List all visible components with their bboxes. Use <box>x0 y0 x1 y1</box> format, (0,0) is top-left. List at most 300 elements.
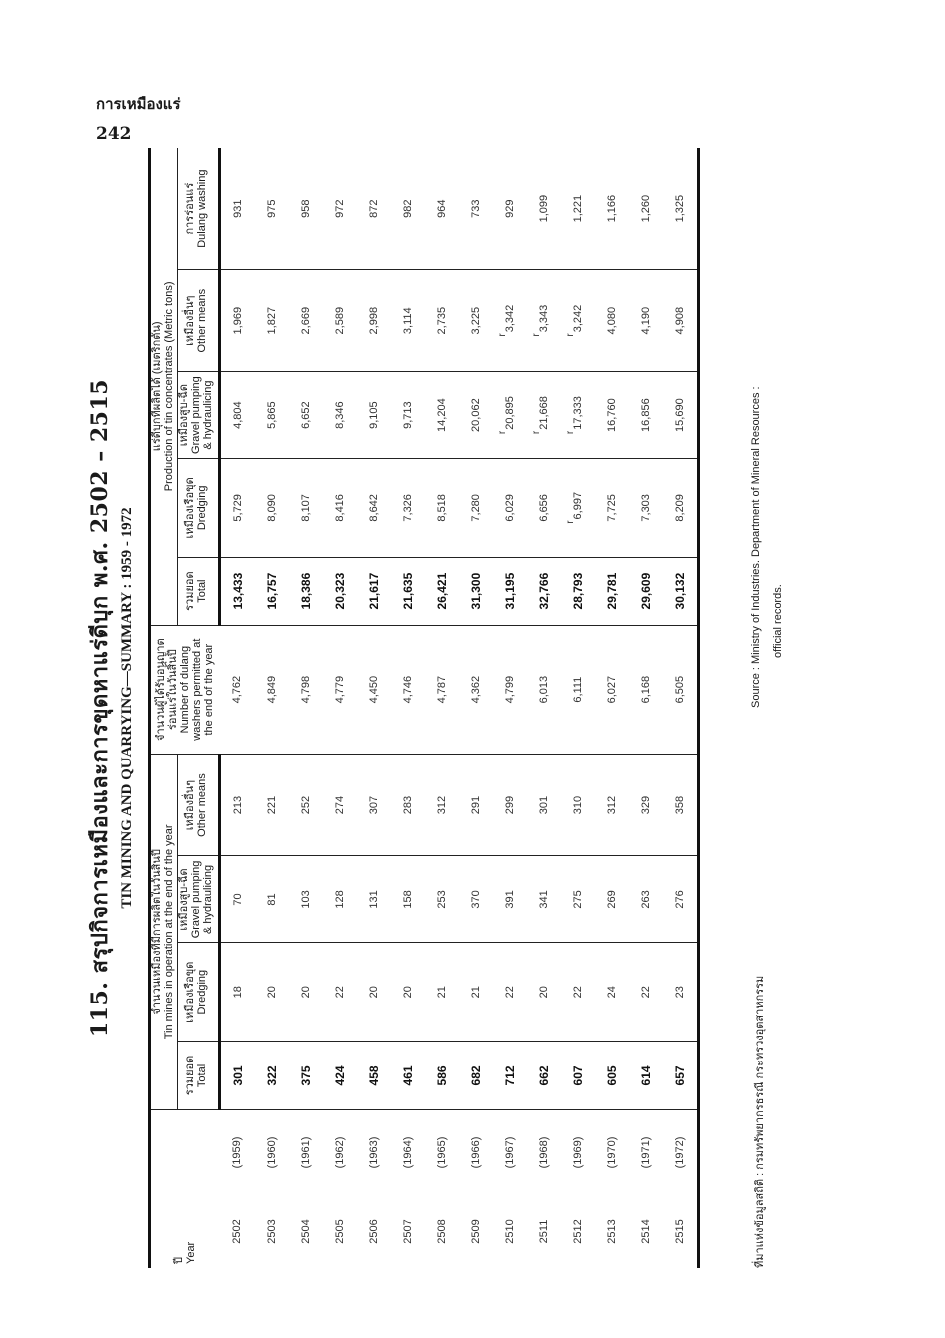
mines-total-header <box>178 1041 220 1109</box>
cell-value: 2508 <box>436 1219 448 1244</box>
cell-ce <box>391 1110 425 1195</box>
cell-value: 1,827 <box>266 306 278 335</box>
cell-p-gravel <box>425 372 459 459</box>
section-label: การเหมืองแร่ <box>96 95 181 113</box>
cell-value: 21 <box>436 986 448 999</box>
cell-value: 213 <box>232 795 244 815</box>
cell-p-total <box>323 557 357 625</box>
cell-value: 975 <box>266 199 278 218</box>
cell-value: 657 <box>673 1065 687 1086</box>
cell-value: 4,804 <box>232 401 244 429</box>
cell-value: 4,746 <box>402 675 414 704</box>
cell-p-total <box>459 557 493 625</box>
cell-ce <box>493 1110 527 1195</box>
cell-m-gravel <box>255 856 289 943</box>
prod-dredging-en: Dredging <box>196 485 208 531</box>
cell-m-gravel <box>493 856 527 943</box>
cell-washers <box>595 625 629 754</box>
cell-m-gravel <box>391 856 425 943</box>
prod-other-th: เหมืองอื่นๆ <box>184 295 196 346</box>
cell-value: 2503 <box>266 1219 278 1244</box>
cell-value: 31,300 <box>469 572 483 610</box>
cell-value: 221 <box>266 795 278 815</box>
cell-value: 2514 <box>640 1219 652 1244</box>
cell-ce <box>220 1110 256 1195</box>
cell-value: 20,323 <box>333 572 347 610</box>
cell-washers <box>323 625 357 754</box>
cell-value: 3,342 <box>504 304 516 333</box>
cell-m-total <box>323 1041 357 1109</box>
cell-value: 275 <box>572 890 584 909</box>
table-row <box>425 148 459 1268</box>
cell-value: 253 <box>436 890 448 909</box>
cell-p-other <box>595 270 629 372</box>
cell-value: 682 <box>469 1065 483 1086</box>
cell-value: 2505 <box>334 1219 346 1244</box>
cell-value: 16,757 <box>265 572 279 610</box>
cell-be <box>459 1195 493 1268</box>
mines-other-en: Other means <box>196 773 208 837</box>
cell-value: 2513 <box>606 1219 618 1244</box>
cell-p-gravel <box>493 372 527 459</box>
cell-value: 461 <box>401 1065 415 1086</box>
revised-mark: r <box>565 333 576 337</box>
cell-value: 929 <box>504 199 516 218</box>
cell-m-gravel <box>527 856 561 943</box>
cell-value: 3,343 <box>538 304 550 333</box>
cell-m-other <box>493 754 527 856</box>
table-row <box>629 148 663 1268</box>
cell-washers <box>255 625 289 754</box>
cell-value: 128 <box>334 890 346 909</box>
cell-p-gravel <box>220 372 256 459</box>
cell-p-dredging <box>561 459 595 557</box>
cell-value: 8,346 <box>334 401 346 429</box>
cell-value: (1963) <box>368 1136 380 1169</box>
cell-value: 2510 <box>504 1219 516 1244</box>
page-header <box>96 92 181 144</box>
cell-p-dulang <box>391 148 425 270</box>
mines-total-en: Total <box>196 1063 208 1088</box>
cell-m-gravel <box>561 856 595 943</box>
cell-value: 20,062 <box>470 398 482 432</box>
mines-gravel-en: Gravel pumping & hydraulicing <box>190 860 214 939</box>
cell-value: 274 <box>334 795 346 815</box>
cell-value: 17,333 <box>572 396 584 430</box>
cell-m-dredging <box>220 943 256 1041</box>
cell-value: 6,505 <box>674 675 686 704</box>
cell-value: 4,908 <box>674 306 686 335</box>
cell-value: 2,589 <box>334 306 346 335</box>
cell-value: 4,762 <box>231 675 244 704</box>
cell-m-total <box>493 1041 527 1109</box>
table-row <box>663 148 699 1268</box>
cell-value: 2511 <box>538 1219 550 1244</box>
cell-ce <box>255 1110 289 1195</box>
cell-p-gravel <box>561 372 595 459</box>
cell-value: 21,668 <box>538 396 550 430</box>
cell-value: 291 <box>470 795 482 815</box>
cell-p-dulang <box>220 148 256 270</box>
cell-be <box>561 1195 595 1268</box>
prod-gravel-th: เหมืองสูบ-ฉีด <box>178 383 190 447</box>
cell-m-total <box>561 1041 595 1109</box>
cell-value: 30,132 <box>673 572 687 610</box>
cell-m-dredging <box>561 943 595 1041</box>
prod-gravel-header <box>178 372 220 459</box>
cell-m-total <box>527 1041 561 1109</box>
cell-ce <box>629 1110 663 1195</box>
cell-p-dulang <box>561 148 595 270</box>
cell-value: 4,787 <box>436 675 448 704</box>
cell-p-dulang <box>289 148 323 270</box>
cell-p-other <box>220 270 256 372</box>
cell-be <box>425 1195 459 1268</box>
cell-p-total <box>493 557 527 625</box>
cell-value: 20 <box>538 986 550 999</box>
cell-value: 614 <box>639 1065 653 1086</box>
cell-m-gravel <box>595 856 629 943</box>
cell-p-gravel <box>663 372 699 459</box>
cell-p-gravel <box>357 372 391 459</box>
cell-p-gravel <box>289 372 323 459</box>
cell-value: 322 <box>265 1065 279 1086</box>
cell-p-dulang <box>595 148 629 270</box>
revised-mark: r <box>531 430 542 435</box>
cell-value: 9,713 <box>402 401 414 429</box>
cell-value: 964 <box>436 199 448 218</box>
cell-value: (1972) <box>674 1136 686 1169</box>
cell-value: 20 <box>402 986 414 999</box>
source-english: Source : Ministry of Industries. Department of Mineral Resources : <box>750 386 762 708</box>
cell-p-other <box>391 270 425 372</box>
table-title <box>82 148 136 1268</box>
cell-m-total <box>391 1041 425 1109</box>
cell-value: (1970) <box>606 1136 618 1169</box>
cell-value: 1,325 <box>674 194 686 223</box>
cell-value: 21,635 <box>401 572 415 610</box>
cell-value: 23 <box>674 986 686 999</box>
cell-value: 5,729 <box>232 494 244 522</box>
cell-value: 1,969 <box>232 306 244 335</box>
table-row <box>255 148 289 1268</box>
cell-washers <box>561 625 595 754</box>
cell-m-other <box>425 754 459 856</box>
cell-value: 22 <box>640 986 652 999</box>
revised-mark: r <box>565 520 576 524</box>
year-header-th: ปี <box>173 1257 186 1264</box>
cell-value: 18 <box>232 986 244 999</box>
cell-m-total <box>629 1041 663 1109</box>
cell-value: 2512 <box>572 1219 584 1244</box>
prod-dredging-th: เหมืองเรือขุด <box>184 477 196 539</box>
cell-p-dredging <box>527 459 561 557</box>
cell-value: (1967) <box>504 1136 516 1169</box>
cell-value: 8,090 <box>266 494 278 522</box>
cell-p-dredging <box>323 459 357 557</box>
prod-dredging-header <box>178 459 220 557</box>
cell-value: 29,781 <box>605 572 619 610</box>
cell-p-dulang <box>255 148 289 270</box>
cell-value: 20 <box>368 986 380 999</box>
cell-m-other <box>459 754 493 856</box>
cell-value: 6,652 <box>300 401 312 429</box>
cell-value: 7,280 <box>470 494 482 522</box>
cell-be <box>220 1195 256 1268</box>
cell-washers <box>220 625 256 754</box>
cell-value: 7,725 <box>606 494 618 522</box>
cell-value: 2,998 <box>368 306 380 335</box>
cell-washers <box>391 625 425 754</box>
cell-p-dulang <box>357 148 391 270</box>
cell-value: 2506 <box>368 1219 380 1244</box>
cell-value: 16,856 <box>640 398 652 432</box>
cell-value: 2,669 <box>300 306 312 335</box>
mines-dredging-en: Dredging <box>196 969 208 1015</box>
cell-value: 9,105 <box>368 401 380 429</box>
cell-be <box>663 1195 699 1268</box>
cell-value: (1966) <box>470 1136 482 1169</box>
cell-p-dredging <box>289 459 323 557</box>
table-row <box>289 148 323 1268</box>
cell-value: 22 <box>334 986 346 999</box>
cell-m-other <box>595 754 629 856</box>
cell-value: 29,609 <box>639 572 653 610</box>
cell-value: (1965) <box>436 1136 448 1169</box>
cell-m-dredging <box>663 943 699 1041</box>
cell-value: 21,617 <box>367 572 381 610</box>
cell-value: 312 <box>436 795 448 815</box>
cell-value: (1971) <box>640 1136 652 1169</box>
cell-p-dredging <box>255 459 289 557</box>
washers-header <box>150 625 220 754</box>
cell-m-dredging <box>425 943 459 1041</box>
mines-dredging-th: เหมืองเรือขุด <box>184 961 196 1023</box>
cell-p-gravel <box>595 372 629 459</box>
cell-p-other <box>459 270 493 372</box>
cell-be <box>357 1195 391 1268</box>
cell-p-dulang <box>459 148 493 270</box>
cell-p-total <box>220 557 256 625</box>
cell-ce <box>425 1110 459 1195</box>
cell-p-total <box>391 557 425 625</box>
cell-m-total <box>289 1041 323 1109</box>
cell-p-total <box>357 557 391 625</box>
table-row <box>493 148 527 1268</box>
prod-group-en: Production of tin concentrates (Metric tons) <box>163 281 175 492</box>
mines-group-th: จำนวนเหมืองที่มีการผลิตในวันสิ้นปี <box>151 849 163 1015</box>
cell-p-total <box>595 557 629 625</box>
cell-washers <box>289 625 323 754</box>
cell-ce <box>663 1110 699 1195</box>
cell-p-total <box>527 557 561 625</box>
revised-mark: r <box>531 333 542 337</box>
cell-p-dredging <box>425 459 459 557</box>
cell-p-other <box>255 270 289 372</box>
cell-be <box>289 1195 323 1268</box>
cell-m-dredging <box>493 943 527 1041</box>
cell-be <box>323 1195 357 1268</box>
cell-value: 958 <box>300 199 312 218</box>
cell-value: 3,242 <box>572 304 584 333</box>
cell-value: 341 <box>538 890 550 909</box>
year-header-en: Year <box>185 1241 198 1264</box>
cell-value: (1960) <box>266 1136 278 1169</box>
cell-value: 310 <box>572 795 584 815</box>
cell-p-dredging <box>357 459 391 557</box>
cell-m-total <box>357 1041 391 1109</box>
table-row <box>357 148 391 1268</box>
cell-value: 301 <box>231 1065 245 1086</box>
table-row <box>527 148 561 1268</box>
cell-value: 329 <box>640 795 652 815</box>
cell-value: 20 <box>300 986 312 999</box>
cell-value: (1962) <box>334 1136 346 1169</box>
cell-p-dulang <box>425 148 459 270</box>
cell-value: 712 <box>503 1065 517 1086</box>
cell-value: 81 <box>266 893 278 906</box>
prod-total-en: Total <box>196 579 208 603</box>
table-row <box>561 148 595 1268</box>
cell-value: 263 <box>640 890 652 909</box>
cell-p-other <box>561 270 595 372</box>
cell-value: 2504 <box>300 1219 312 1244</box>
prod-dulang-header <box>178 148 220 270</box>
cell-value: 4,798 <box>300 675 312 704</box>
cell-value: 4,849 <box>266 675 278 704</box>
cell-value: 7,326 <box>402 494 414 522</box>
cell-value: 8,209 <box>674 494 686 522</box>
cell-ce <box>289 1110 323 1195</box>
cell-value: 276 <box>674 890 686 909</box>
cell-value: 2502 <box>231 1219 244 1244</box>
cell-value: 158 <box>402 890 414 909</box>
mines-other-th: เหมืองอื่นๆ <box>184 779 196 831</box>
cell-be <box>255 1195 289 1268</box>
cell-p-total <box>289 557 323 625</box>
cell-value: 13,433 <box>231 572 245 610</box>
cell-m-other <box>561 754 595 856</box>
year-header <box>150 1110 220 1269</box>
cell-value: 307 <box>368 795 380 815</box>
cell-value: 605 <box>605 1065 619 1086</box>
cell-value: 252 <box>300 795 312 815</box>
cell-p-gravel <box>391 372 425 459</box>
cell-value: 6,111 <box>572 676 584 703</box>
cell-m-other <box>255 754 289 856</box>
title-thai: 115. สรุปกิจการเหมืองและการขุดหาแร่ดีบุก พ.ศ. 2502 – 2515 <box>87 378 113 1038</box>
cell-m-other <box>323 754 357 856</box>
cell-m-gravel <box>289 856 323 943</box>
cell-p-total <box>629 557 663 625</box>
cell-value: 18,386 <box>299 572 313 610</box>
cell-p-dredging <box>459 459 493 557</box>
prod-gravel-en: Gravel pumping & hydraulicing <box>190 376 214 454</box>
cell-value: 391 <box>504 890 516 909</box>
cell-be <box>595 1195 629 1268</box>
cell-ce <box>595 1110 629 1195</box>
cell-p-total <box>561 557 595 625</box>
cell-value: 22 <box>572 986 584 999</box>
cell-m-gravel <box>629 856 663 943</box>
cell-value: 22 <box>504 986 516 999</box>
cell-m-total <box>425 1041 459 1109</box>
cell-m-other <box>220 754 256 856</box>
tin-mining-table <box>148 148 700 1268</box>
cell-value: 982 <box>402 199 414 218</box>
cell-value: 26,421 <box>435 572 449 610</box>
cell-value: 312 <box>606 795 618 815</box>
cell-value: 6,168 <box>640 675 652 704</box>
cell-m-dredging <box>527 943 561 1041</box>
cell-m-gravel <box>663 856 699 943</box>
cell-value: 662 <box>537 1065 551 1086</box>
cell-value: 358 <box>674 795 686 815</box>
cell-value: 2509 <box>470 1219 482 1244</box>
cell-m-dredging <box>595 943 629 1041</box>
cell-value: (1968) <box>538 1136 550 1169</box>
cell-value: 2515 <box>674 1219 686 1244</box>
cell-m-dredging <box>459 943 493 1041</box>
cell-value: 1,221 <box>572 194 584 223</box>
cell-be <box>629 1195 663 1268</box>
prod-other-header <box>178 270 220 372</box>
cell-m-gravel <box>357 856 391 943</box>
cell-p-other <box>425 270 459 372</box>
rotated-table-sheet <box>82 148 802 1268</box>
cell-value: (1959) <box>231 1136 244 1169</box>
cell-value: 370 <box>470 890 482 909</box>
mines-gravel-th: เหมืองสูบ-ฉีด <box>178 868 190 931</box>
cell-m-dredging <box>289 943 323 1041</box>
cell-p-gravel <box>629 372 663 459</box>
cell-m-gravel <box>459 856 493 943</box>
source-thai: ที่มาแห่งข้อมูลสถิติ : กรมทรัพยากรธรณี กระทรวงอุตสาหกรรม <box>754 975 766 1268</box>
cell-p-total <box>425 557 459 625</box>
cell-m-dredging <box>391 943 425 1041</box>
page-number: 242 <box>96 124 132 144</box>
cell-washers <box>663 625 699 754</box>
prod-dulang-en: Dulang washing <box>196 169 208 248</box>
cell-m-dredging <box>629 943 663 1041</box>
cell-be <box>391 1195 425 1268</box>
cell-m-other <box>391 754 425 856</box>
cell-value: 1,099 <box>538 194 550 223</box>
cell-value: 1,260 <box>640 194 652 223</box>
cell-value: 6,013 <box>538 675 550 704</box>
cell-ce <box>323 1110 357 1195</box>
cell-p-other <box>357 270 391 372</box>
cell-washers <box>459 625 493 754</box>
cell-value: 301 <box>538 795 550 815</box>
cell-value: 6,029 <box>504 494 516 522</box>
cell-value: 2507 <box>402 1219 414 1244</box>
cell-p-other <box>493 270 527 372</box>
cell-p-dredging <box>629 459 663 557</box>
cell-ce <box>357 1110 391 1195</box>
cell-ce <box>561 1110 595 1195</box>
cell-p-dulang <box>493 148 527 270</box>
cell-value: (1961) <box>300 1136 312 1169</box>
cell-value: 283 <box>402 795 414 815</box>
cell-value: 20 <box>266 986 278 999</box>
cell-be <box>527 1195 561 1268</box>
cell-value: 269 <box>606 890 618 909</box>
prod-total-th: รวมยอด <box>184 571 196 611</box>
cell-value: 20,895 <box>504 396 516 430</box>
cell-be <box>493 1195 527 1268</box>
cell-m-gravel <box>323 856 357 943</box>
